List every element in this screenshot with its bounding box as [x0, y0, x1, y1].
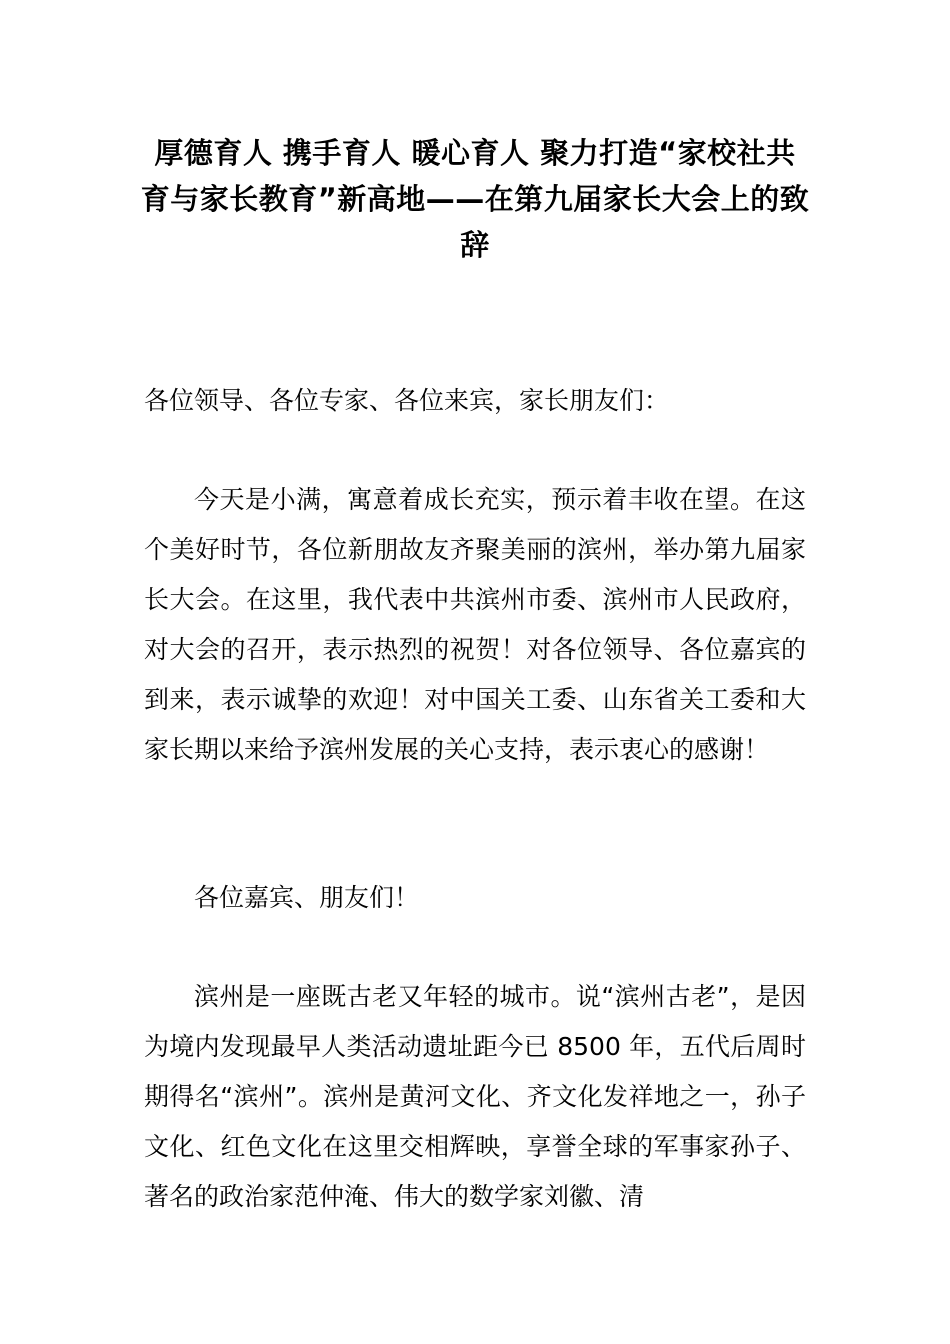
paragraph-address: 各位嘉宾、朋友们！ [194, 883, 420, 912]
paragraph-city-history: 滨州是一座既古老又年轻的城市。说“滨州古老”，是因为境内发现最早人类活动遗址距今已 8500 年，五代后周时期得名“滨州”。滨州是黄河文化、齐文化发祥地之一，孙子文化、红色文化在这里交相辉映，享誉全球的军事家孙子、著名的政治家范仲淹、伟大的数学家刘徽、清 [144, 982, 806, 1211]
paragraph-opening: 今天是小满，寓意着成长充实，预示着丰收在望。在这个美好时节，各位新朋故友齐聚美丽的滨州，举办第九届家长大会。在这里，我代表中共滨州市委、滨州市人民政府，对大会的召开，表示热烈的祝贺！对各位领导、各位嘉宾的到来，表示诚挚的欢迎！对中国关工委、山东省关工委和大家长期以来给予滨州发展的关心支持，表示衷心的感谢！ [144, 485, 806, 764]
salutation: 各位领导、各位专家、各位来宾，家长朋友们： [144, 386, 670, 415]
document-title: 厚德育人 携手育人 暖心育人 聚力打造“家校社共育与家长教育”新高地——在第九届家长大会上的致辞 [140, 136, 810, 262]
